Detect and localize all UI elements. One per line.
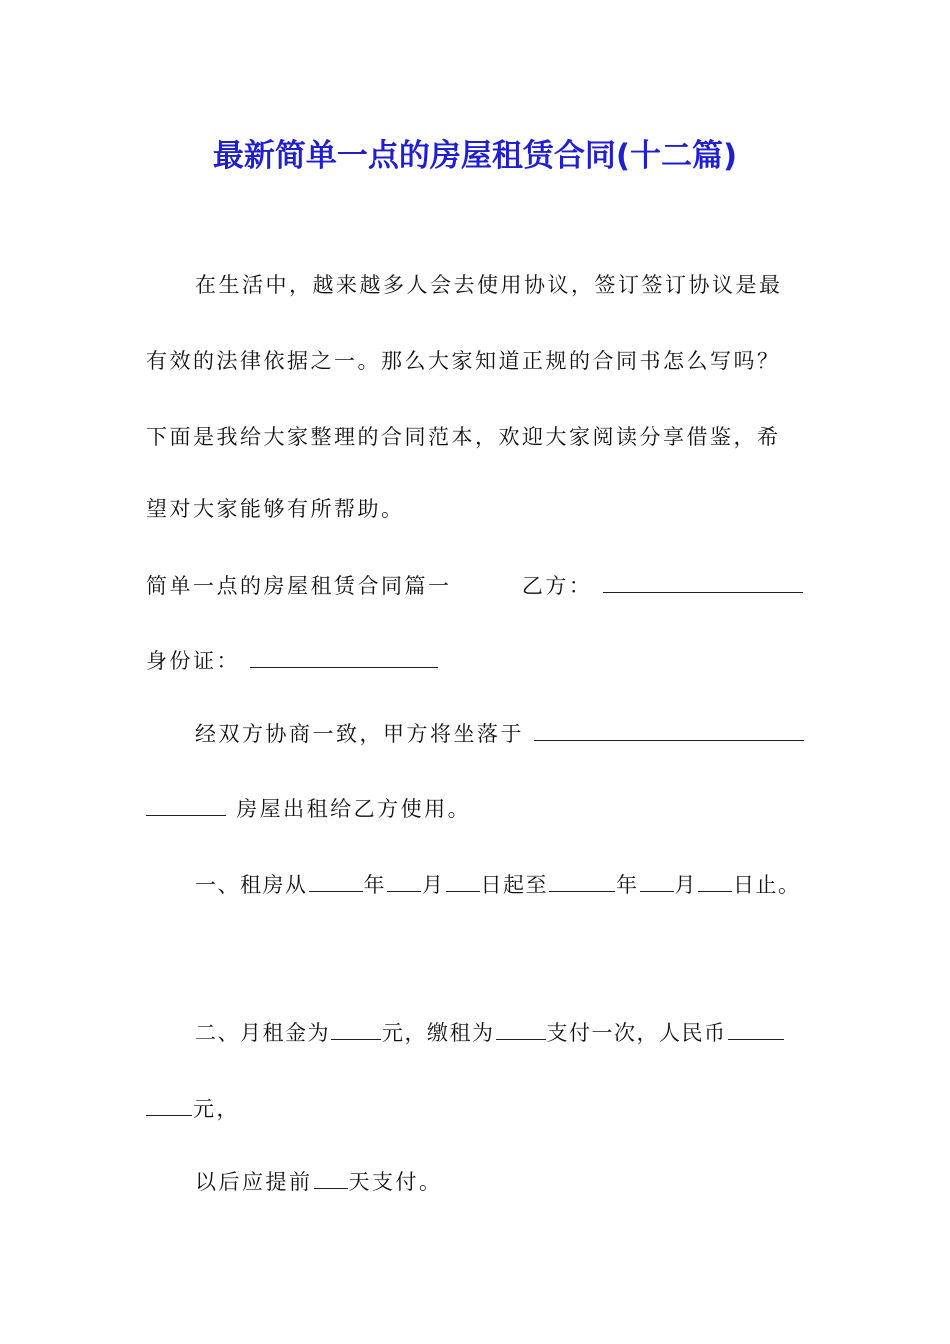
clause-1-month-1: 月 [422, 873, 445, 897]
start-year-blank [309, 873, 363, 892]
party-b-blank [603, 574, 803, 593]
location-suffix: 房屋出租给乙方使用。 [236, 797, 472, 821]
clause-1-year-1: 年 [363, 873, 386, 897]
end-day-blank [698, 873, 732, 892]
clause-2-yuan-2: 元， [193, 1097, 240, 1121]
start-day-blank [446, 873, 480, 892]
id-label: 身份证： [146, 649, 240, 673]
clause-1-year-2: 年 [616, 873, 639, 897]
intro-line-3: 下面是我给大家整理的合同范本，欢迎大家阅读分享借鉴，希 [146, 425, 781, 449]
start-month-blank [387, 873, 421, 892]
clause-1-month-2: 月 [674, 873, 697, 897]
end-month-blank [640, 873, 674, 892]
clause-1-line [195, 870, 801, 900]
location-line-2 [146, 794, 471, 824]
end-year-blank [549, 873, 615, 892]
clause-2-prefix: 二、月租金为 [195, 1021, 330, 1045]
location-blank-1 [534, 722, 804, 741]
clause-1-prefix: 一、租房从 [195, 873, 308, 897]
clause-1-day-2: 日止。 [733, 873, 801, 897]
intro-line-1: 在生活中，越来越多人会去使用协议，签订签订协议是最 [195, 273, 783, 297]
clause-2-pay: 支付一次，人民币 [546, 1021, 727, 1045]
location-line [195, 719, 805, 749]
section-heading-line [146, 571, 804, 601]
clause-1-day-1: 日起至 [480, 873, 548, 897]
id-line [146, 646, 439, 676]
party-b-label: 乙方： [521, 574, 593, 598]
rmb-amount-blank-2 [146, 1097, 192, 1116]
advance-line [195, 1167, 443, 1197]
location-blank-2 [146, 797, 226, 816]
advance-prefix: 以后应提前 [195, 1170, 313, 1194]
section-heading: 简单一点的房屋租赁合同篇一 [146, 574, 452, 598]
rmb-amount-blank-1 [728, 1021, 784, 1040]
advance-days-blank [314, 1170, 348, 1189]
clause-2-line-2 [146, 1094, 240, 1124]
id-blank [250, 649, 438, 668]
document-title: 最新简单一点的房屋租赁合同(十二篇) [212, 138, 738, 174]
intro-line-4: 望对大家能够有所帮助。 [146, 497, 405, 521]
clause-2-line [195, 1018, 785, 1048]
intro-line-2: 有效的法律依据之一。那么大家知道正规的合同书怎么写吗？ [146, 349, 781, 373]
monthly-rent-blank [331, 1021, 381, 1040]
payment-period-blank [496, 1021, 546, 1040]
location-prefix: 经双方协商一致，甲方将坐落于 [195, 722, 524, 746]
advance-suffix: 天支付。 [348, 1170, 443, 1194]
clause-2-yuan-1: 元，缴租为 [382, 1021, 495, 1045]
